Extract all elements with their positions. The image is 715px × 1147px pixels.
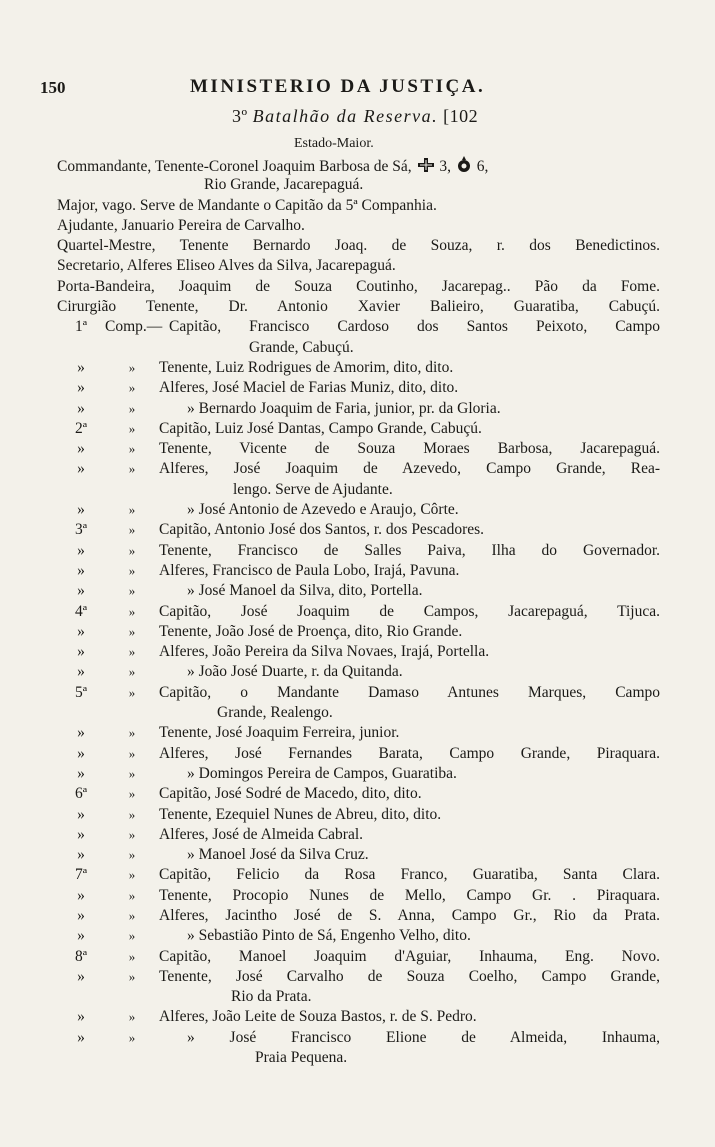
list-item: [57, 602, 660, 622]
company-ditto: »: [128, 826, 136, 842]
company-ditto: »: [128, 948, 136, 964]
companies-list: [57, 317, 660, 1068]
company-ditto: »: [128, 644, 136, 660]
company-number: 8ª: [74, 947, 88, 965]
list-item: [57, 886, 660, 906]
company-ditto: »: [128, 562, 136, 578]
company-number: »: [77, 724, 85, 742]
company-ditto: »: [128, 441, 136, 457]
list-item: [57, 1007, 660, 1027]
commandante-order-2: 6,: [476, 158, 489, 175]
entry-text: Alferes, João Leite de Souza Bastos, r. de S. Pedro.: [159, 1008, 477, 1026]
major-text: Major, vago. Serve de Mandante o Capitão da 5ª Companhia.: [57, 196, 437, 214]
company-number: »: [77, 501, 85, 519]
list-item: [57, 419, 660, 439]
list-item: [57, 1048, 660, 1068]
company-ditto: »: [128, 786, 136, 802]
list-item: [57, 845, 660, 865]
entry-text: Capitão, Antonio José dos Santos, r. dos Pescadores.: [159, 521, 485, 539]
entry-text: Tenente, José Carvalho de Souza Coelho, Campo Grande,: [159, 967, 660, 985]
staff-line-cirurgiao: [57, 297, 660, 317]
entry-text: Praia Pequena.: [255, 1049, 348, 1067]
list-item: [57, 662, 660, 682]
list-item: [57, 906, 660, 926]
entry-text: Alferes, Jacintho José de S. Anna, Campo Gr., Rio da Prata.: [159, 906, 660, 924]
battalion-number: 3º: [232, 106, 248, 126]
company-number: »: [77, 805, 85, 823]
entry-text: Grande, Cabuçú.: [249, 338, 354, 356]
rose-order-icon: [455, 155, 473, 173]
company-number: »: [77, 846, 85, 864]
company-ditto: »: [128, 583, 136, 599]
secretario-text: Secretario, Alferes Eliseo Alves da Silva, Jacarepaguá.: [57, 257, 396, 275]
company-number: »: [77, 643, 85, 661]
porta-text: Porta-Bandeira, Joaquim de Souza Coutinho, Jacarepag.. Pão da Fome.: [57, 277, 660, 295]
page-number: 150: [40, 78, 66, 97]
commandante-order-1: 3,: [439, 158, 451, 175]
list-item: [57, 459, 660, 479]
page-header: [40, 76, 680, 102]
entry-text: » José Antonio de Azevedo e Araujo, Côrte.: [187, 501, 459, 519]
battalion-ref: [102: [443, 106, 479, 126]
entry-text: Capitão, Francisco Cardoso dos Santos Peixoto, Campo: [169, 318, 660, 336]
entry-text: » Domingos Pereira de Campos, Guaratiba.: [187, 764, 457, 782]
company-number: »: [77, 561, 85, 579]
staff-line-commandante: [57, 155, 660, 175]
entry-text: Alferes, José Maciel de Farias Muniz, dito, dito.: [159, 379, 459, 397]
company-ditto: »: [128, 745, 136, 761]
company-number: »: [77, 764, 85, 782]
list-item: [57, 825, 660, 845]
company-number: 4ª: [74, 602, 88, 620]
list-item: [57, 338, 660, 358]
entry-text: Tenente, Luiz Rodrigues de Amorim, dito, dito.: [159, 358, 454, 376]
company-number: »: [77, 1008, 85, 1026]
company-ditto: »: [128, 887, 136, 903]
entry-text: Tenente, Francisco de Salles Paiva, Ilha do Governador.: [159, 541, 660, 559]
company-ditto: »: [128, 502, 136, 518]
company-number: 1ª: [74, 318, 88, 336]
list-item: [57, 947, 660, 967]
list-item: [57, 926, 660, 946]
list-item: [57, 500, 660, 520]
company-number: »: [77, 927, 85, 945]
entry-text: Capitão, Felicio da Rosa Franco, Guaratiba, Santa Clara.: [159, 866, 660, 884]
entry-text: Alferes, José Joaquim de Azevedo, Campo Grande, Rea-: [159, 460, 660, 478]
entry-text: Rio da Prata.: [231, 988, 312, 1006]
roster: [57, 155, 660, 1068]
entry-text: Tenente, João José de Proença, dito, Rio Grande.: [159, 622, 463, 640]
company-number: »: [77, 541, 85, 559]
cirurgiao-text: Cirurgião Tenente, Dr. Antonio Xavier Balieiro, Guaratiba, Cabuçú.: [57, 298, 660, 316]
list-item: [57, 1028, 660, 1048]
entry-text: Tenente, José Joaquim Ferreira, junior.: [159, 724, 400, 742]
company-ditto: »: [128, 907, 136, 923]
entry-text: Tenente, Vicente de Souza Moraes Barbosa, Jacarepaguá.: [159, 440, 660, 458]
company-ditto: »: [128, 1009, 136, 1025]
company-ditto: »: [128, 522, 136, 538]
company-ditto: »: [128, 603, 136, 619]
list-item: [57, 744, 660, 764]
company-ditto: »: [128, 400, 136, 416]
company-ditto: »: [128, 806, 136, 822]
company-ditto: »: [128, 359, 136, 375]
list-item: [57, 703, 660, 723]
company-number: 7ª: [74, 866, 88, 884]
company-ditto: »: [128, 623, 136, 639]
list-item: [57, 541, 660, 561]
list-item: [57, 683, 660, 703]
company-number: »: [77, 906, 85, 924]
list-item: [57, 317, 660, 337]
list-item: [57, 480, 660, 500]
company-ditto: Comp.—: [105, 318, 163, 336]
section-heading: Estado-Maior.: [294, 136, 374, 151]
company-number: »: [77, 663, 85, 681]
ajudante-text: Ajudante, Januario Pereira de Carvalho.: [57, 216, 305, 234]
entry-text: » Manoel José da Silva Cruz.: [187, 846, 369, 864]
company-number: »: [77, 440, 85, 458]
company-number: »: [77, 460, 85, 478]
entry-text: Grande, Realengo.: [217, 704, 333, 722]
entry-text: » José Francisco Elione de Almeida, Inhauma,: [187, 1028, 660, 1046]
entry-text: Alferes, José de Almeida Cabral.: [159, 825, 364, 843]
company-number: »: [77, 744, 85, 762]
entry-text: » Bernardo Joaquim de Faria, junior, pr. da Gloria.: [187, 399, 501, 417]
list-item: [57, 805, 660, 825]
list-item: [57, 561, 660, 581]
company-number: »: [77, 886, 85, 904]
entry-text: Capitão, Manoel Joaquim d'Aguiar, Inhauma, Eng. Novo.: [159, 947, 660, 965]
list-item: [57, 764, 660, 784]
entry-text: Alferes, Francisco de Paula Lobo, Irajá, Pavuna.: [159, 561, 460, 579]
list-item: [57, 378, 660, 398]
list-item: [57, 987, 660, 1007]
entry-text: » João José Duarte, r. da Quitanda.: [187, 663, 403, 681]
entry-text: Tenente, Ezequiel Nunes de Abreu, dito, dito.: [159, 805, 442, 823]
list-item: [57, 865, 660, 885]
company-ditto: »: [128, 867, 136, 883]
company-number: »: [77, 825, 85, 843]
entry-text: Tenente, Procopio Nunes de Mello, Campo Gr. . Piraquara.: [159, 886, 660, 904]
company-ditto: »: [128, 420, 136, 436]
list-item: [57, 439, 660, 459]
commandante-cont-text: Rio Grande, Jacarepaguá.: [204, 176, 364, 194]
list-item: [57, 399, 660, 419]
entry-text: » José Manoel da Silva, dito, Portella.: [187, 582, 423, 600]
company-ditto: »: [128, 847, 136, 863]
company-ditto: »: [128, 684, 136, 700]
staff-line-major: [57, 196, 660, 216]
list-item: [57, 642, 660, 662]
entry-text: Capitão, José Joaquim de Campos, Jacarepaguá, Tijuca.: [159, 602, 660, 620]
cross-order-icon: [416, 157, 436, 173]
company-number: 5ª: [74, 683, 88, 701]
list-item: [57, 358, 660, 378]
company-ditto: »: [128, 725, 136, 741]
entry-text: Capitão, o Mandante Damaso Antunes Marques, Campo: [159, 683, 660, 701]
staff-line-commandante-cont: [57, 175, 660, 195]
company-ditto: »: [128, 380, 136, 396]
battalion-title: [232, 106, 478, 127]
commandante-text: Commandante, Tenente-Coronel Joaquim Barbosa de Sá,: [57, 158, 412, 175]
company-ditto: »: [128, 928, 136, 944]
staff-line-secretario: [57, 256, 660, 276]
staff-line-porta: [57, 277, 660, 297]
company-number: »: [77, 379, 85, 397]
list-item: [57, 784, 660, 804]
entry-text: » Sebastião Pinto de Sá, Engenho Velho, dito.: [187, 927, 471, 945]
company-number: 6ª: [74, 785, 88, 803]
staff-line-ajudante: [57, 216, 660, 236]
list-item: [57, 622, 660, 642]
company-number: »: [77, 1028, 85, 1046]
company-ditto: »: [128, 461, 136, 477]
company-ditto: »: [128, 542, 136, 558]
company-number: »: [77, 967, 85, 985]
running-title: MINISTERIO DA JUSTIÇA.: [190, 76, 486, 97]
battalion-name: Batalhão da Reserva.: [252, 106, 439, 126]
company-number: 3ª: [74, 521, 88, 539]
list-item: [57, 520, 660, 540]
company-number: 2ª: [74, 419, 88, 437]
entry-text: Capitão, José Sodré de Macedo, dito, dito.: [159, 785, 422, 803]
company-number: »: [77, 399, 85, 417]
company-number: »: [77, 622, 85, 640]
list-item: [57, 581, 660, 601]
company-ditto: »: [128, 664, 136, 680]
company-ditto: »: [128, 968, 136, 984]
entry-text: lengo. Serve de Ajudante.: [233, 480, 393, 498]
company-number: »: [77, 582, 85, 600]
quartel-text: Quartel-Mestre, Tenente Bernardo Joaq. de Souza, r. dos Benedictinos.: [57, 237, 660, 255]
company-ditto: »: [128, 1029, 136, 1045]
company-number: »: [77, 358, 85, 376]
entry-text: Alferes, João Pereira da Silva Novaes, Irajá, Portella.: [159, 643, 490, 661]
entry-text: Capitão, Luiz José Dantas, Campo Grande, Cabuçú.: [159, 419, 482, 437]
entry-text: Alferes, José Fernandes Barata, Campo Grande, Piraquara.: [159, 744, 660, 762]
list-item: [57, 967, 660, 987]
staff-line-quartel: [57, 236, 660, 256]
company-ditto: »: [128, 765, 136, 781]
list-item: [57, 723, 660, 743]
